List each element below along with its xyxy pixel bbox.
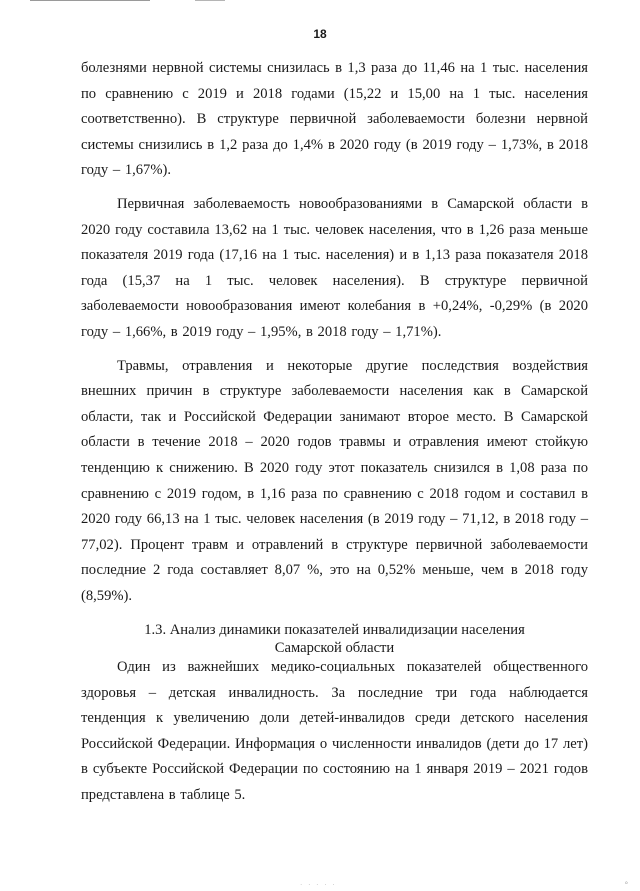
paragraph-continued: болезнями нервной системы снизилась в 1,3 раза до 11,46 на 1 тыс. населения по сравнению с 2019 и 2018 годами (15,22 и 15,00 на 1 тыс. населения соответственно). В структуре первичной заболеваемости болезни нервной системы снизились в 1,2 раза до 1,4% в 2020 году (в 2019 году – 1,73%, в 2018 году – 1,67%).: [81, 60, 588, 179]
paragraph-child-disability: Один из важнейших медико-социальных показателей общественного здоровья – детская инвалидность. За последние три года наблюдается тенденция к увеличению доли детей-инвалидов среди детского населения Российской Федерации. Информация о численности инвалидов (дети до 17 лет) в субъекте Российской Федерации по состоянию на 1 января 2019 – 2021 годов представлена в таблице 5.: [81, 659, 588, 803]
section-heading-line2: Самарской области: [274, 640, 395, 656]
scan-artifact-dots: · · · · ·: [300, 881, 337, 889]
page-number: 18: [313, 27, 327, 41]
scan-artifact-mark: °: [624, 880, 628, 889]
body-text-top: [81, 56, 588, 609]
paragraph-injuries: Травмы, отравления и некоторые другие последствия воздействия внешних причин в структуре заболеваемости населения как в Самарской области, так и Российской Федерации занимают второе место. В Самарской области в течение 2018 – 2020 годов травмы и отравления имеют стойкую тенденцию к снижению. В 2020 году этот показатель снизился в 1,08 раза по сравнению с 2019 годом, в 1,16 раза по сравнению с 2018 годом и составил в 2020 году 66,13 на 1 тыс. человек населения (в 2019 году – 71,12, в 2018 году – 77,02). Процент травм и отравлений в структуре первичной заболеваемости последние 2 года составляет 8,07 %, это на 0,52% меньше, чем в 2018 году (8,59%).: [81, 357, 588, 604]
paragraph-neoplasms: Первичная заболеваемость новообразованиями в Самарской области в 2020 году составила 13,62 на 1 тыс. человек населения, что в 1,26 раза меньше показателя 2019 года (17,16 на 1 тыс. населения) и в 1,13 раза показателя 2018 года (15,37 на 1 тыс. человек населения). В структуре первичной заболеваемости новообразования имеют колебания в +0,24%, -0,29% (в 2020 году – 1,66%, в 2019 году – 1,95%, в 2018 году – 1,71%).: [81, 195, 588, 340]
section-heading-line1: 1.3. Анализ динамики показателей инвалидизации населения: [144, 622, 525, 638]
scan-artifact-line: [195, 0, 225, 1]
body-text-bottom: [81, 655, 588, 809]
scan-artifact-line: [30, 0, 150, 1]
section-heading: [81, 621, 588, 657]
